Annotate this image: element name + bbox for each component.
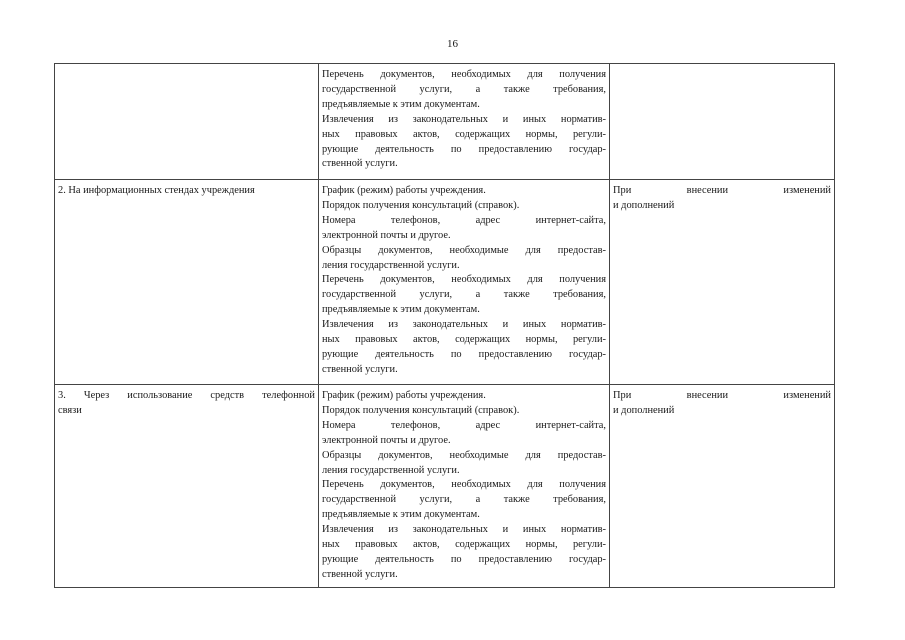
text-line: Образцы документов, необходимые для предостав-: [322, 449, 606, 461]
text-line: Перечень документов, необходимых для получения: [322, 479, 606, 491]
text-line: государственной услуги, а также требования,: [322, 289, 606, 301]
text-line: При внесении изменений: [613, 185, 831, 196]
text-line: Извлечения из законодательных и иных норматив-: [322, 319, 606, 331]
text-line: 3. Через использование средств телефонной: [58, 390, 315, 401]
text-line: График (режим) работы учреждения.: [322, 185, 486, 196]
text-line: связи: [58, 404, 82, 416]
text-line: Перечень документов, необходимых для получения: [322, 274, 606, 286]
text-line: ных правовых актов, содержащих нормы, регули-: [322, 539, 606, 551]
update-cell: [610, 180, 835, 385]
text-line: ственной услуги.: [322, 568, 398, 580]
text-line: ственной услуги.: [322, 363, 398, 375]
table-row: [55, 64, 835, 180]
info-cell: [319, 180, 610, 385]
text-line: Номера телефонов, адрес интернет-сайта,: [322, 214, 606, 226]
text-line: рующие деятельность по предоставлению государ-: [322, 348, 606, 360]
text-line: предъявляемые к этим документам.: [322, 304, 480, 316]
text-line: государственной услуги, а также требования,: [322, 83, 606, 95]
text-line: Извлечения из законодательных и иных норматив-: [322, 113, 606, 125]
table-row: [55, 180, 835, 385]
text-line: государственной услуги, а также требования,: [322, 494, 606, 506]
text-line: Извлечения из законодательных и иных норматив-: [322, 524, 606, 536]
text-line: Порядок получения консультаций (справок).: [322, 199, 520, 211]
text-line: ления государственной услуги.: [322, 464, 460, 476]
text-line: 2. На информационных стендах учреждения: [58, 185, 255, 196]
text-line: электронной почты и другое.: [322, 434, 451, 446]
text-line: Порядок получения консультаций (справок).: [322, 404, 520, 416]
where-cell: [55, 180, 319, 385]
text-line: График (режим) работы учреждения.: [322, 390, 486, 401]
update-cell: [610, 64, 835, 180]
update-cell: [610, 385, 835, 588]
text-line: ственной услуги.: [322, 158, 398, 170]
where-cell: [55, 64, 319, 180]
text-line: и дополнений: [613, 404, 675, 416]
info-table: [54, 63, 835, 588]
text-line: Образцы документов, необходимые для предостав-: [322, 244, 606, 256]
text-line: электронной почты и другое.: [322, 229, 451, 241]
text-line: предъявляемые к этим документам.: [322, 98, 480, 110]
text-line: Перечень документов, необходимых для получения: [322, 69, 606, 80]
text-line: При внесении изменений: [613, 390, 831, 401]
text-line: Номера телефонов, адрес интернет-сайта,: [322, 419, 606, 431]
text-line: ления государственной услуги.: [322, 259, 460, 271]
page-number: 16: [447, 38, 458, 50]
text-line: рующие деятельность по предоставлению государ-: [322, 143, 606, 155]
where-cell: [55, 385, 319, 588]
info-cell: [319, 385, 610, 588]
table-row: [55, 385, 835, 588]
text-line: ных правовых актов, содержащих нормы, регули-: [322, 334, 606, 346]
info-cell: [319, 64, 610, 180]
text-line: предъявляемые к этим документам.: [322, 509, 480, 521]
text-line: и дополнений: [613, 199, 675, 211]
text-line: рующие деятельность по предоставлению государ-: [322, 553, 606, 565]
text-line: ных правовых актов, содержащих нормы, регули-: [322, 128, 606, 140]
